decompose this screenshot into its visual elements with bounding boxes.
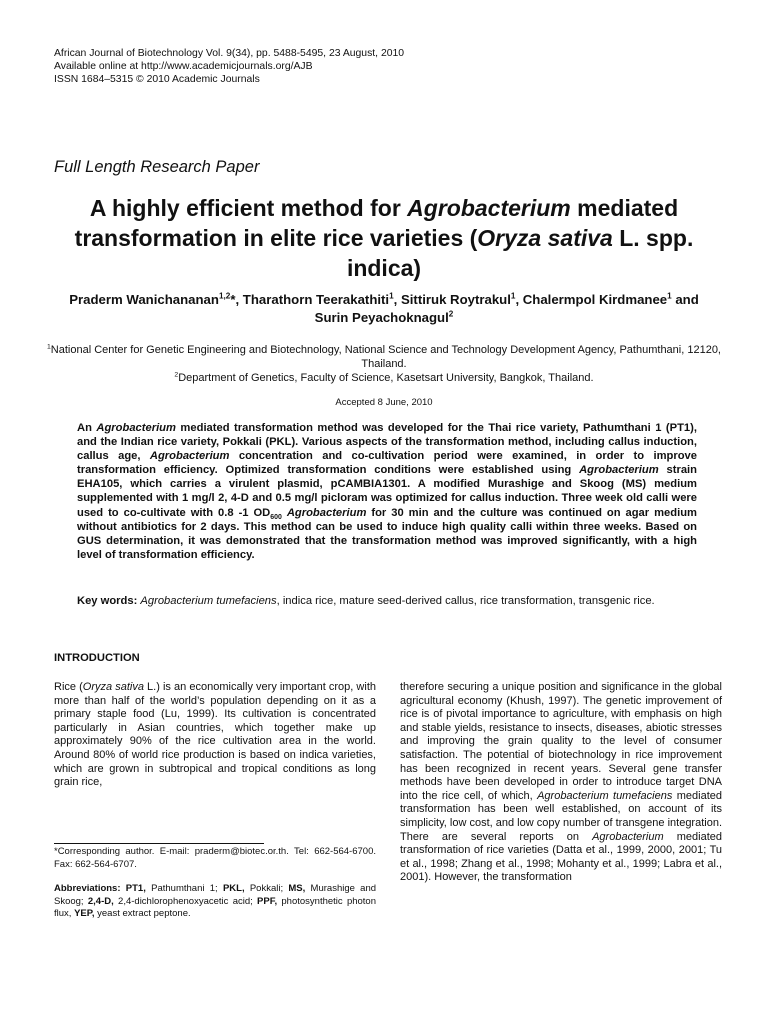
abbreviation-definition: Pokkali; bbox=[244, 883, 289, 894]
body-italic: Agrobacterium bbox=[592, 830, 664, 843]
abbreviations-label: Abbreviations: bbox=[54, 883, 121, 894]
affiliations bbox=[40, 343, 728, 386]
paper-title bbox=[40, 193, 728, 283]
affiliation-mark: 1 bbox=[46, 343, 51, 351]
abbreviation-term: PKL, bbox=[222, 883, 245, 894]
affiliation-mark: 2 bbox=[174, 371, 179, 379]
abstract-italic: Agrobacterium bbox=[96, 422, 176, 434]
abstract bbox=[77, 421, 697, 562]
abstract-italic: Agrobacterium bbox=[149, 450, 230, 463]
author-affiliation-mark: 1 bbox=[389, 291, 394, 301]
author-name: Praderm Wanichananan bbox=[69, 292, 219, 307]
abstract-subscript: 600 bbox=[270, 513, 282, 521]
keywords-text: , indica rice, mature seed-derived callus, rice transformation, transgenic rice. bbox=[276, 595, 655, 607]
abbreviation-term: YEP, bbox=[74, 908, 95, 920]
title-italic-1: Agrobacterium bbox=[407, 195, 571, 221]
abstract-italic: Agrobacterium bbox=[579, 464, 659, 477]
abbreviation-term: 2,4-D, bbox=[87, 895, 114, 907]
author-affiliation-mark: 1 bbox=[510, 291, 516, 301]
section-heading-introduction: INTRODUCTION bbox=[54, 652, 140, 664]
keywords bbox=[77, 594, 697, 608]
corresponding-author-footnote: *Corresponding author. E-mail: praderm@biotec.or.th. Tel: 662-564-6700. Fax: 662-564-6707. bbox=[54, 846, 376, 870]
affiliation-2 bbox=[40, 371, 728, 385]
abstract-text: An bbox=[77, 422, 97, 434]
affiliation-text: National Center for Genetic Engineering and Biotechnology, National Science and Technology Development Agency, Pathumthani, 12120, Thailand. bbox=[50, 344, 721, 371]
author-separator: , bbox=[515, 292, 523, 307]
abbreviation-term: PT1, bbox=[125, 883, 146, 894]
footnote-divider bbox=[54, 843, 264, 844]
abbreviation-definition: Pathumthani 1; bbox=[145, 883, 223, 894]
author-affiliation-mark: 1 bbox=[667, 291, 672, 301]
author-separator: and bbox=[671, 292, 699, 307]
author-affiliation-mark: 1,2 bbox=[218, 291, 231, 301]
title-part-1: A highly efficient method for bbox=[89, 195, 408, 221]
abbreviation-definition: 2,4-dichlorophenoxyacetic acid; bbox=[113, 895, 258, 907]
author-separator: , bbox=[393, 292, 401, 307]
title-italic-2: Oryza sativa bbox=[477, 225, 613, 251]
body-text: Rice ( bbox=[54, 681, 83, 693]
title-part-2: mediated transformation in elite rice varieties ( bbox=[74, 195, 679, 251]
abstract-italic: Agrobacterium bbox=[286, 506, 367, 519]
journal-url: Available online at http://www.academicjournals.org/AJB bbox=[54, 61, 313, 72]
abbreviation-definition: Murashige and Skoog; bbox=[54, 883, 377, 907]
body-text: mediated transformation has been well established, on account of its simplicity, low cost, and low copy number of transgene integration. There are several reports on bbox=[400, 789, 723, 843]
abstract-text: mediated transformation method was developed for the Thai rice variety, Pathumthani 1 (PT1), and the Indian rice variety, Pokkali (PKL). Various aspects of the transformation method, including callus induction, callus age, bbox=[77, 422, 697, 463]
body-text: L.) is an economically very important crop, with more than half of the world’s population depending on it as a primary staple food (Lu, 1999). Its cultivation is concentrated particularly in Asian countries, which together make up approximately 90% of the rice cultivation area in the world. Around 80% of world rice production is based on indica varieties, which are grown in subtropical and tropical conditions as long grain rice, bbox=[54, 681, 376, 789]
title-part-3: L. spp. indica) bbox=[346, 225, 694, 281]
author-name: Sittiruk Roytrakul bbox=[400, 292, 511, 307]
abbreviation-term: PPF, bbox=[257, 895, 278, 907]
body-italic: Oryza sativa bbox=[82, 681, 144, 693]
journal-issn: ISSN 1684–5315 © 2010 Academic Journals bbox=[54, 74, 260, 85]
abbreviations bbox=[54, 883, 376, 921]
abbreviation-definition: yeast extract peptone. bbox=[94, 908, 191, 920]
body-column-left bbox=[54, 681, 376, 790]
accepted-date: Accepted 8 June, 2010 bbox=[335, 397, 433, 408]
abstract-text: strain EHA105, which carries a virulent plasmid, pCAMBIA1301. A modified Murashige and Skoog (MS) medium supplemented with 1 mg/l 2, 4-D and 0.5 mg/l picloram was optimized for callus induction. Three week old calli were used to co-cultivate with 0.8 -1 OD bbox=[77, 464, 697, 519]
abstract-text: for 30 min and the culture was continued on agar medium without antibiotics for 2 days. This method can be used to induce high quality calli within three weeks. Based on GUS determination, it was demonstrated that the transformation method was improved significantly, with a high level of transformation efficiency. bbox=[77, 506, 697, 561]
abstract-text: concentration and co-cultivation period were examined, in order to improve transformation efficiency. Optimized transformation conditions were established using bbox=[77, 450, 697, 477]
affiliation-text: Department of Genetics, Faculty of Science, Kasetsart University, Bangkok, Thailand. bbox=[178, 372, 594, 385]
paper-type-label: Full Length Research Paper bbox=[54, 158, 260, 176]
author-name: Tharathorn Teerakathiti bbox=[242, 292, 390, 307]
author-affiliation-mark: 2 bbox=[448, 309, 454, 319]
journal-header bbox=[54, 47, 404, 86]
journal-citation: African Journal of Biotechnology Vol. 9(34), pp. 5488-5495, 23 August, 2010 bbox=[54, 48, 405, 59]
keyword-italic: Agrobacterium tumefaciens bbox=[140, 595, 277, 607]
abbreviation-definition: photosynthetic photon flux, bbox=[54, 895, 376, 920]
author-name: Surin Peyachoknagul bbox=[314, 310, 449, 325]
author-separator: *, bbox=[230, 292, 243, 307]
body-italic: Agrobacterium tumefaciens bbox=[537, 789, 673, 802]
abbreviation-term: MS, bbox=[288, 883, 306, 894]
body-column-right bbox=[400, 681, 722, 885]
keywords-label: Key words: bbox=[77, 595, 138, 607]
author-name: Chalermpol Kirdmanee bbox=[522, 292, 668, 307]
body-text: mediated transformation of rice varieties (Datta et al., 1999, 2000, 2001; Tu et al., 1998; Zhang et al., 1998; Mohanty et al., 1999; Labra et al., 2001). However, the transformation bbox=[400, 830, 722, 884]
author-list bbox=[60, 291, 708, 327]
affiliation-1 bbox=[40, 343, 728, 371]
body-text: therefore securing a unique position and significance in the global agricultural economy (Khush, 1997). The genetic improvement of rice is of pivotal importance to agriculture, with emphasis on high and stable yields, resistance to insects, diseases, abiotic stresses and improving the grain quality to the level of consumer satisfaction. The potential of biotechnology in rice improvement has been recognized in recent years. Several gene transfer methods have been developed in order to introduce target DNA into the rice cell, of which, bbox=[400, 681, 722, 802]
